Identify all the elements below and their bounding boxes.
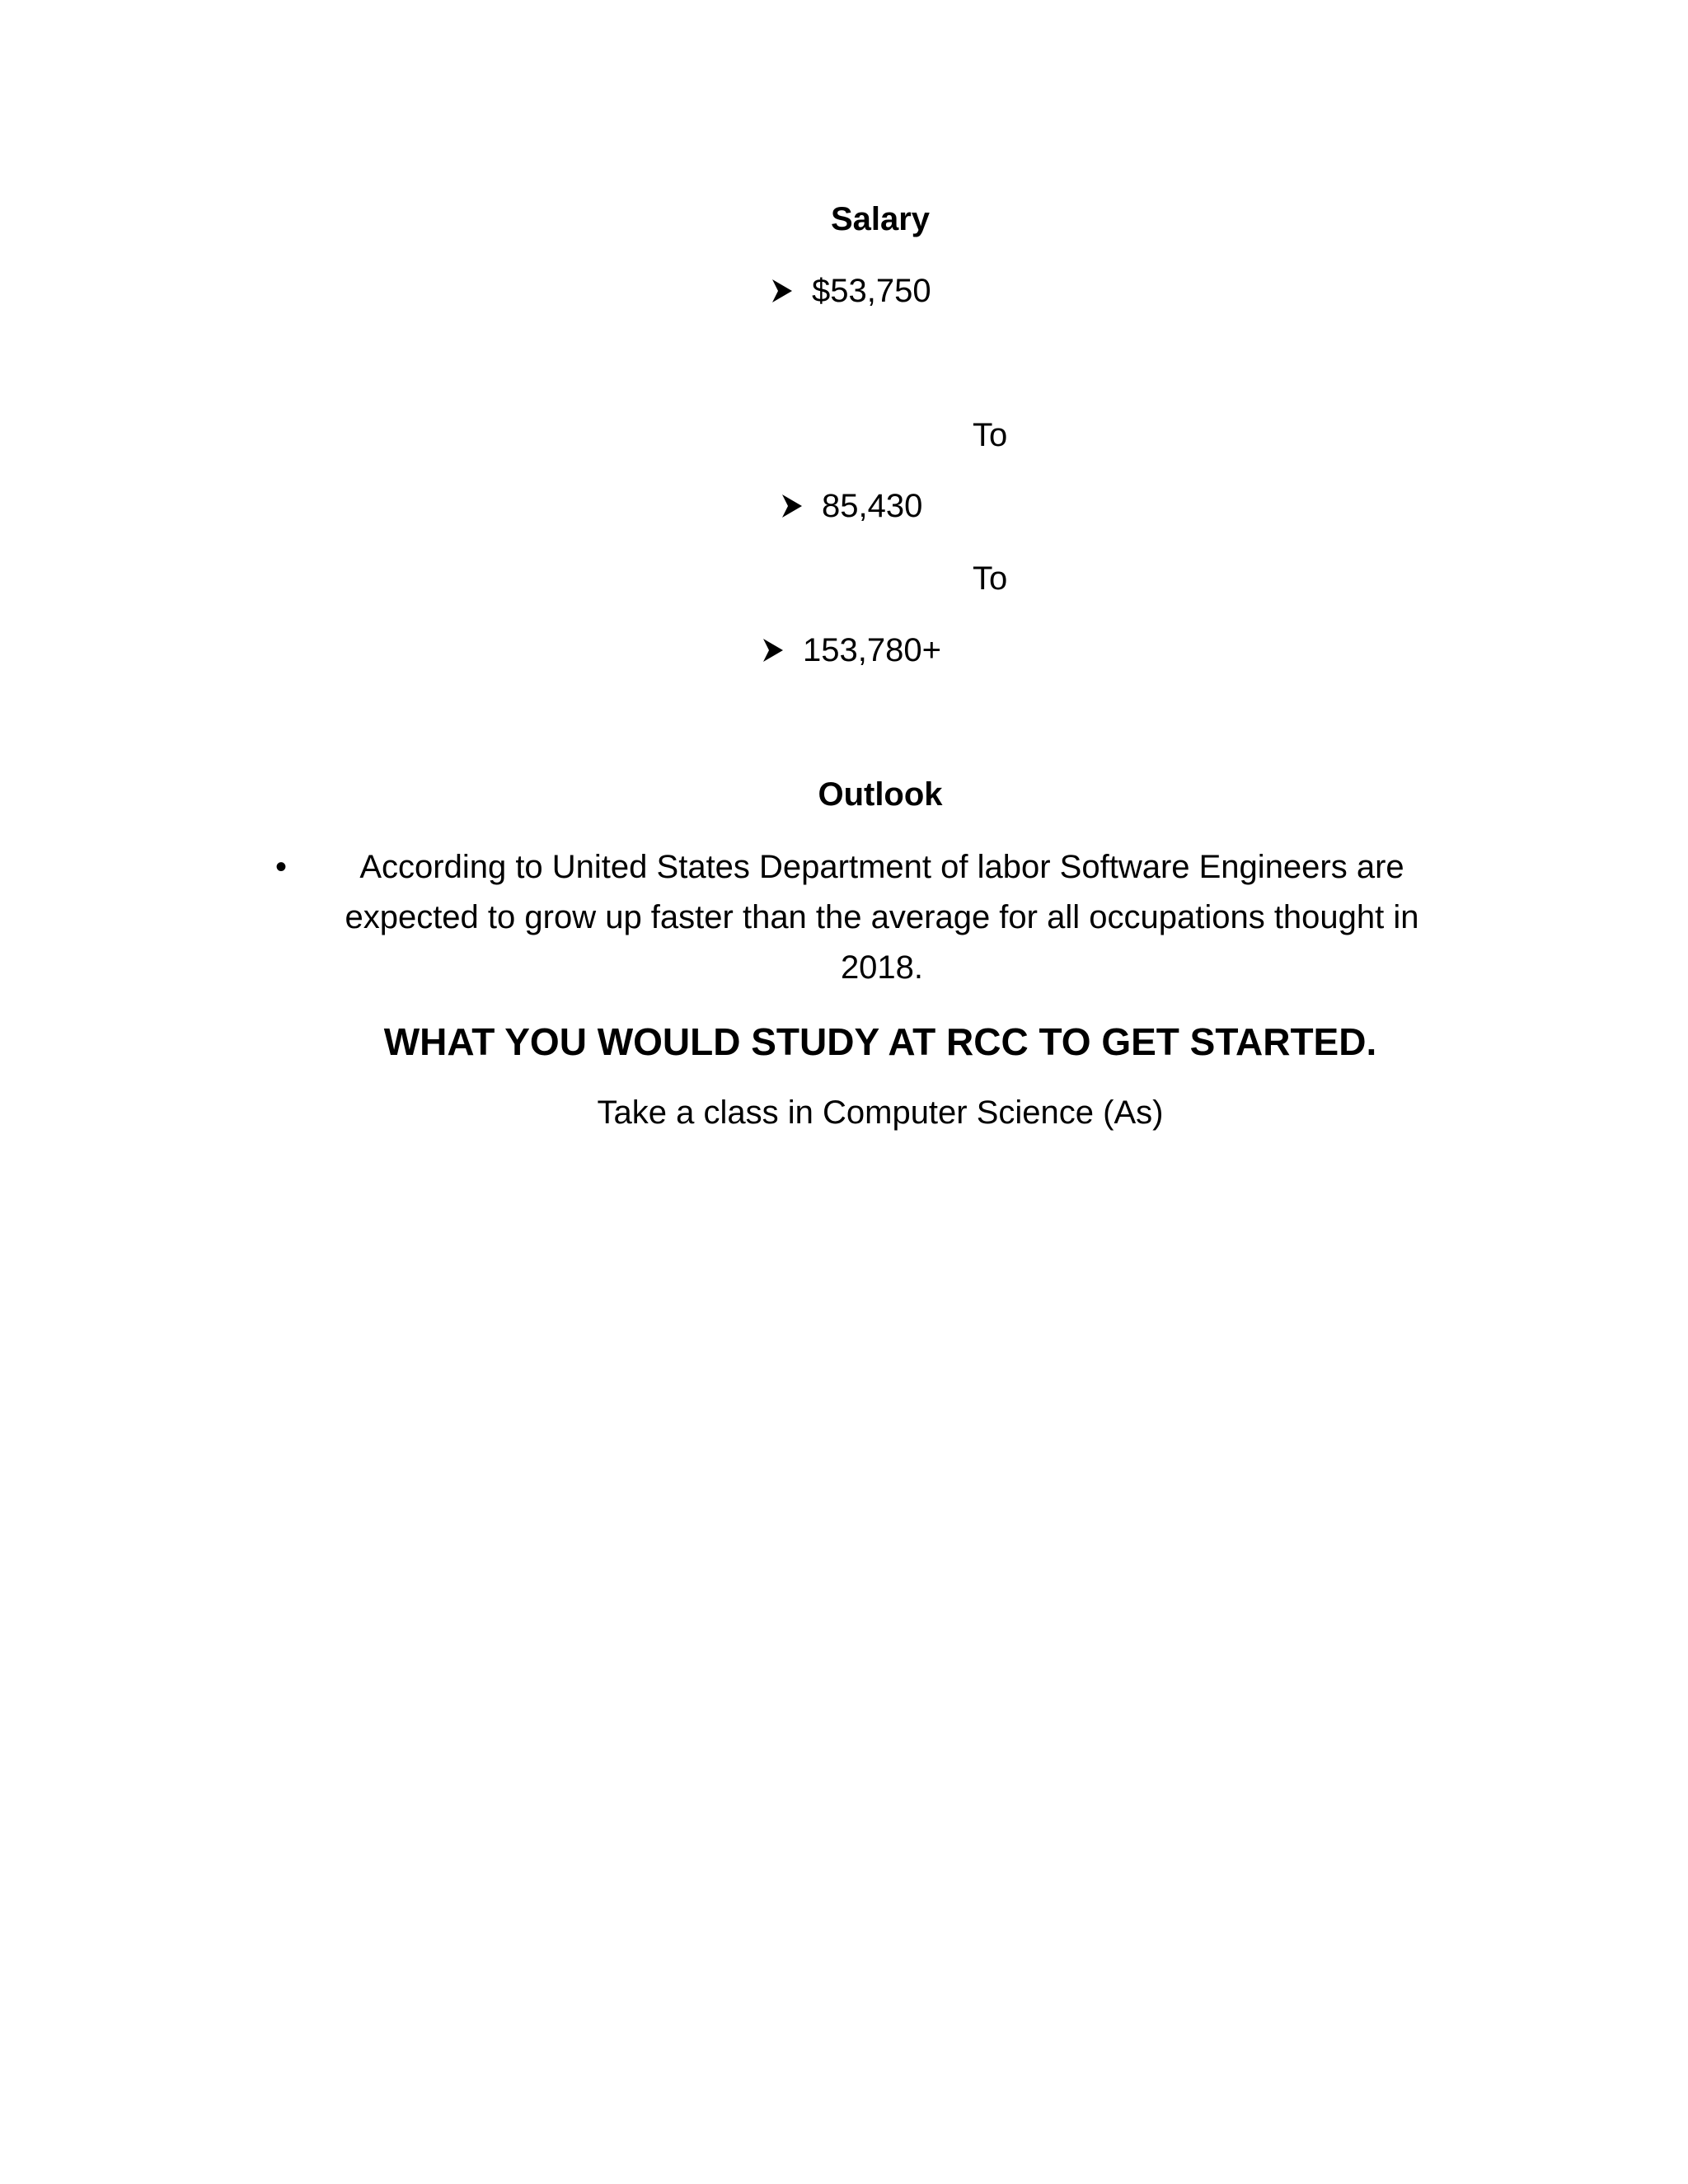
outlook-text: According to United States Department of labor Software Engineers are expected to grow up faster than the average for all occupations thought in 2018. bbox=[345, 849, 1419, 986]
salary-item-mid bbox=[781, 486, 922, 526]
arrow-bullet-icon bbox=[762, 637, 785, 663]
salary-item-low bbox=[771, 271, 931, 311]
salary-value: $53,750 bbox=[812, 273, 931, 309]
salary-item-high bbox=[762, 630, 941, 670]
salary-value: 153,780+ bbox=[803, 632, 941, 668]
salary-connector: To bbox=[973, 417, 1008, 453]
salary-heading: Salary bbox=[830, 201, 931, 237]
outlook-heading: Outlook bbox=[818, 776, 943, 813]
bullet-dot-icon: • bbox=[275, 849, 288, 885]
arrow-bullet-icon bbox=[781, 493, 804, 519]
arrow-bullet-icon bbox=[771, 278, 794, 304]
study-text: Take a class in Computer Science (As) bbox=[597, 1094, 1164, 1131]
salary-value: 85,430 bbox=[822, 488, 923, 524]
outlook-paragraph bbox=[275, 842, 1459, 993]
salary-connector: To bbox=[973, 560, 1008, 597]
study-heading: WHAT YOU WOULD STUDY AT RCC TO GET STARTED. bbox=[383, 1020, 1377, 1063]
